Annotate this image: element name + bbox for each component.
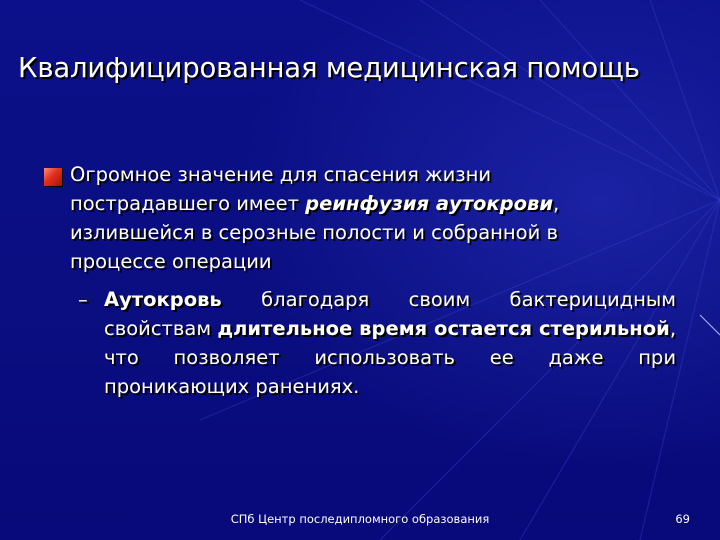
main-bullet-part1: Огромное значение для спасения жизни пострадавшего имеет bbox=[70, 163, 492, 215]
footer-center-text: СПб Центр последипломного образования bbox=[230, 512, 490, 526]
main-bullet-emphasis: реинфузия аутокрови bbox=[305, 192, 554, 215]
main-bullet-part2: , излившейся в серозные полости и собранной в процессе операции bbox=[70, 192, 560, 273]
sub-bullet-bold1: Аутокровь bbox=[104, 288, 222, 311]
page-number: 69 bbox=[675, 512, 690, 526]
sub-bullet-text2: , что позволяет использовать ее даже при проникающих ранениях. bbox=[104, 317, 677, 398]
sub-bullet-text bbox=[104, 285, 676, 401]
sub-bullet-bold2: длительное время остается стерильной bbox=[217, 317, 670, 340]
sub-bullet-text1: благодаря своим бактерицидным свойствам bbox=[104, 288, 676, 340]
bullet-square-icon bbox=[44, 168, 62, 186]
slide-title: Квалифицированная медицинская помощь bbox=[18, 52, 640, 84]
main-bullet-text bbox=[70, 160, 630, 276]
sub-bullet-dash: – bbox=[78, 288, 88, 311]
